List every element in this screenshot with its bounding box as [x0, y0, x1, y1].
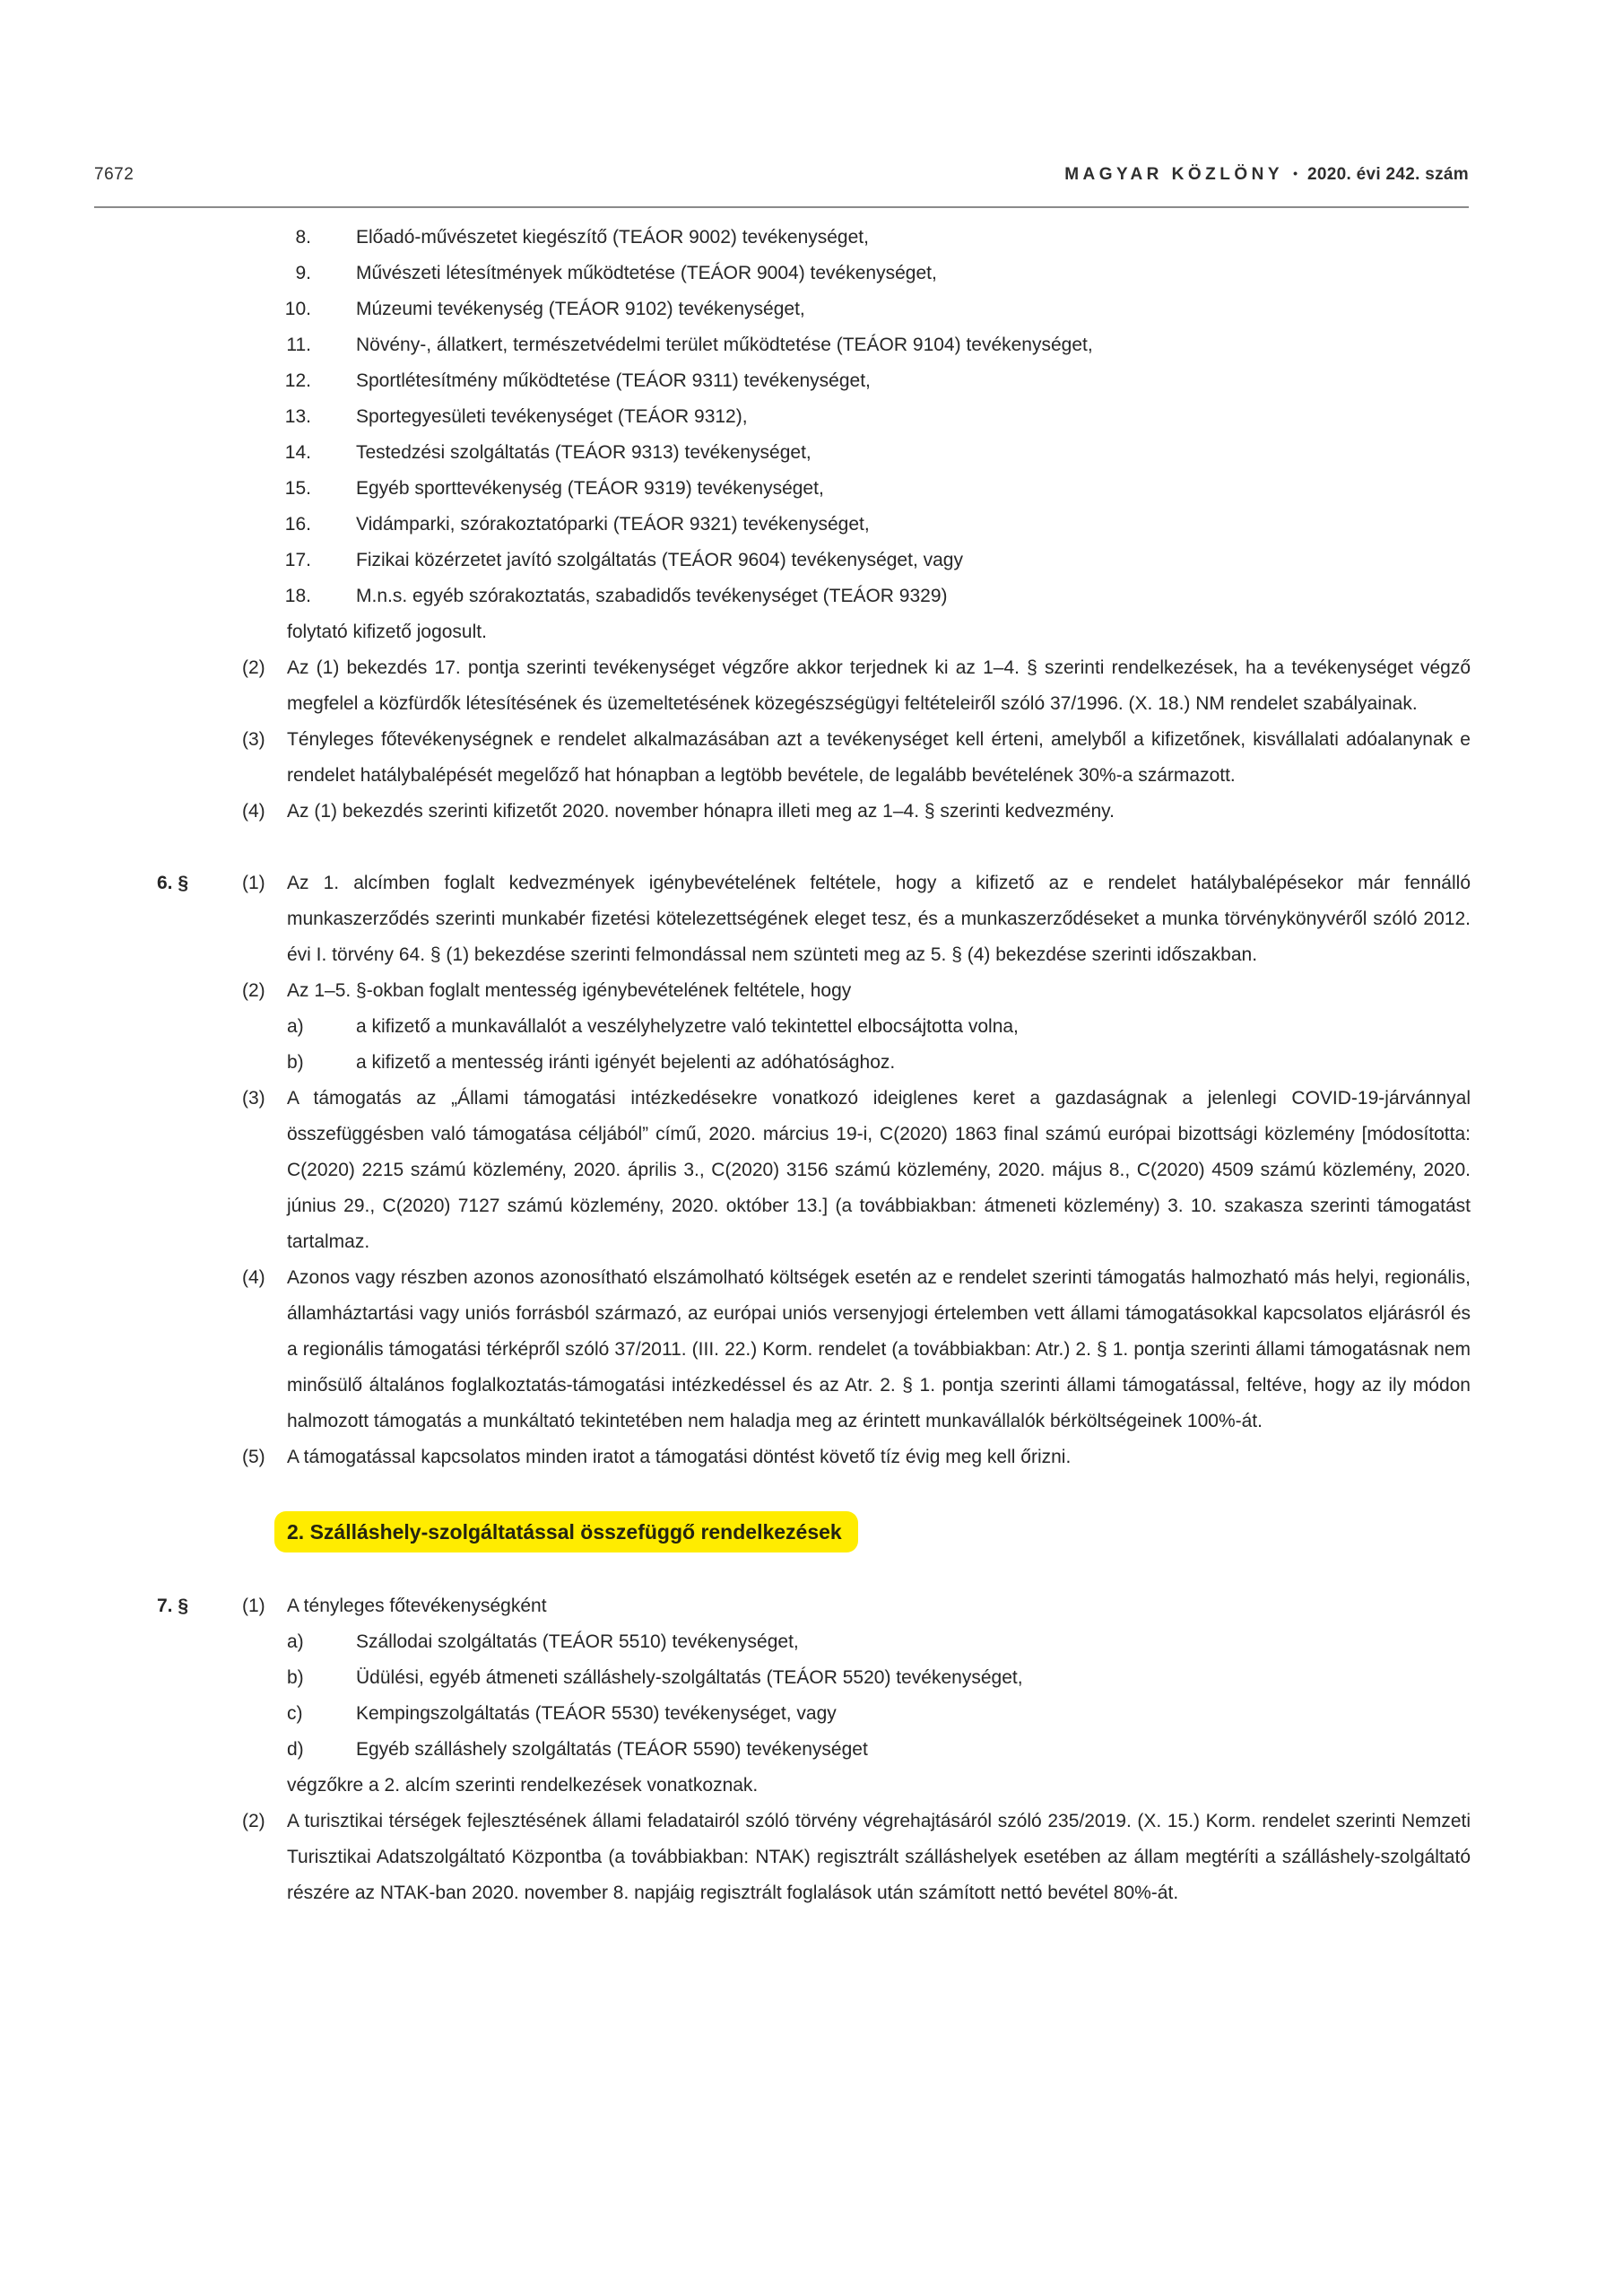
sub-item-text: Szállodai szolgáltatás (TEÁOR 5510) tevékenységet, [356, 1631, 799, 1652]
paragraph-text: Az (1) bekezdés 17. pontja szerinti tevékenységet végzőre akkor terjednek ki az 1–4. § szerinti rendelkezések, ha a tevékenységet végző megfelel a közfürdők létesítésének és üzemeltetésének közegészségügyi feltételeiről szóló 37/1996. (X. 18.) NM rendelet szabályainak. [287, 657, 1471, 714]
paragraph-marker: (4) [242, 1267, 265, 1288]
item-number: 14. [284, 442, 311, 463]
item-text: Előadó-művészetet kiegészítő (TEÁOR 9002) tevékenységet, [356, 227, 869, 248]
sub-item [157, 1732, 1471, 1768]
section-label: 7. § [157, 1596, 189, 1616]
paragraph-marker: (2) [242, 657, 265, 678]
sub-item-letter: a) [287, 1016, 304, 1037]
sub-item-text: Egyéb szálláshely szolgáltatás (TEÁOR 5590) tevékenységet [356, 1739, 868, 1760]
list-item [157, 256, 1471, 291]
page-header [94, 165, 1469, 185]
paragraph-marker: (3) [242, 1088, 265, 1109]
sub-item [157, 1696, 1471, 1732]
list-item [157, 543, 1471, 578]
list-closing: végzőkre a 2. alcím szerinti rendelkezések vonatkoznak. [287, 1775, 759, 1796]
item-number: 17. [284, 550, 311, 570]
section-6-paragraph-2 [157, 973, 1471, 1009]
list-item [157, 363, 1471, 399]
paragraph-marker: (3) [242, 729, 265, 750]
paragraph-text: A tényleges főtevékenységként [287, 1596, 547, 1616]
sub-item [157, 1045, 1471, 1081]
paragraph-text: Azonos vagy részben azonos azonosítható elszámolható költségek esetén az e rendelet szerinti támogatás halmozható más helyi, regionális, államháztartási vagy uniós forrásból származó, az európai uniós versenyjogi értelemben vett állami támogatásokkal kapcsolatos eljárásról és a regionális támogatási térképről szóló 37/2011. (III. 22.) Korm. rendelet (a továbbiakban: Atr.) 2. § 1. pontja szerinti állami támogatásnak nem minősülő általános foglalkoztatás-támogatási intézkedéssel és az Atr. 2. § 1. pontja szerinti állami támogatással, feltéve, hogy az ily módon halmozott támogatás a munkáltató tekintetében nem haladja meg az érintett munkavállalók bérköltségeinek 100%-át. [287, 1267, 1471, 1431]
sub-item [157, 1009, 1471, 1045]
journal-header [1064, 165, 1469, 185]
list-item [157, 507, 1471, 543]
list-item [157, 291, 1471, 327]
item-text: Vidámparki, szórakoztatóparki (TEÁOR 9321) tevékenységet, [356, 514, 870, 535]
section-6-paragraph-5 [157, 1439, 1471, 1475]
item-number: 16. [284, 514, 311, 535]
paragraph-marker: (2) [242, 1811, 265, 1831]
sub-item-letter: c) [287, 1703, 303, 1724]
journal-name: MAGYAR KÖZLÖNY [1064, 165, 1284, 184]
paragraph-marker: (1) [242, 873, 265, 893]
item-text: Egyéb sporttevékenység (TEÁOR 9319) tevékenységet, [356, 478, 824, 499]
item-number: 10. [284, 299, 311, 319]
sub-item-text: Üdülési, egyéb átmeneti szálláshely-szolgáltatás (TEÁOR 5520) tevékenységet, [356, 1667, 1023, 1688]
section-7-paragraph-1 [157, 1588, 1471, 1624]
issue-number: 2020. évi 242. szám [1306, 165, 1469, 184]
header-rule [94, 206, 1469, 208]
section-label: 6. § [157, 873, 189, 893]
item-text: M.n.s. egyéb szórakoztatás, szabadidős tevékenységet (TEÁOR 9329) [356, 586, 948, 606]
sub-item [157, 1660, 1471, 1696]
sub-item-letter: a) [287, 1631, 304, 1652]
sub-item [157, 1624, 1471, 1660]
sub-item-letter: b) [287, 1052, 304, 1073]
paragraph-marker: (2) [242, 980, 265, 1001]
item-text: Növény-, állatkert, természetvédelmi terület működtetése (TEÁOR 9104) tevékenységet, [356, 335, 1093, 355]
list-item [157, 435, 1471, 471]
item-text: Sportlétesítmény működtetése (TEÁOR 9311) tevékenységet, [356, 370, 871, 391]
subtitle-row [157, 1511, 1471, 1552]
spacer [157, 1475, 1471, 1511]
page-number: 7672 [94, 165, 135, 184]
sub-item-letter: b) [287, 1667, 304, 1688]
document-body [157, 220, 1471, 1911]
highlighted-subtitle: 2. Szálláshely-szolgáltatással összefüggő rendelkezések [274, 1511, 858, 1552]
sub-item-text: Kempingszolgáltatás (TEÁOR 5530) tevékenységet, vagy [356, 1703, 837, 1724]
item-number: 13. [284, 406, 311, 427]
list-item [157, 578, 1471, 614]
spacer [157, 830, 1471, 865]
item-text: Sportegyesületi tevékenységet (TEÁOR 9312), [356, 406, 748, 427]
paragraph-marker: (4) [242, 801, 265, 822]
list-item [157, 399, 1471, 435]
section-7-paragraph-2 [157, 1804, 1471, 1911]
section-6-paragraph-4 [157, 1260, 1471, 1439]
list-item [157, 220, 1471, 256]
paragraph-marker: (1) [242, 1596, 265, 1616]
sub-item-text: a kifizető a munkavállalót a veszélyhelyzetre való tekintettel elbocsájtotta volna, [356, 1016, 1019, 1037]
list-closing: folytató kifizető jogosult. [287, 622, 487, 642]
paragraph [157, 722, 1471, 794]
item-text: Múzeumi tevékenység (TEÁOR 9102) tevékenységet, [356, 299, 805, 319]
item-text: Művészeti létesítmények működtetése (TEÁOR 9004) tevékenységet, [356, 263, 937, 283]
paragraph-text: A támogatással kapcsolatos minden iratot a támogatási döntést követő tíz évig meg kell őrizni. [287, 1447, 1072, 1467]
paragraph [157, 794, 1471, 830]
item-number: 9. [295, 263, 311, 283]
sub-item-text: a kifizető a mentesség iránti igényét bejelenti az adóhatósághoz. [356, 1052, 896, 1073]
item-number: 15. [284, 478, 311, 499]
list-item [157, 327, 1471, 363]
sub-item-letter: d) [287, 1739, 304, 1760]
section-6-paragraph-1 [157, 865, 1471, 973]
item-number: 18. [284, 586, 311, 606]
paragraph-text: A támogatás az „Állami támogatási intézkedésekre vonatkozó ideiglenes keret a gazdaságnak a jelenlegi COVID-19-járvánnyal összefüggésben való támogatása céljából” című, 2020. március 19-i, C(2020) 1863 final számú európai bizottsági közlemény [módosította: C(2020) 2215 számú közlemény, 2020. április 3., C(2020) 3156 számú közlemény, 2020. május 8., C(2020) 4509 számú közlemény, 2020. június 29., C(2020) 7127 számú közlemény, 2020. október 13.] (a továbbiakban: átmeneti közlemény) 3. 10. szakasza szerinti támogatást tartalmaz. [287, 1088, 1471, 1252]
item-number: 12. [284, 370, 311, 391]
item-number: 8. [295, 227, 311, 248]
paragraph-text: A turisztikai térségek fejlesztésének állami feladatairól szóló törvény végrehajtásáról szóló 235/2019. (X. 15.) Korm. rendelet szerinti Nemzeti Turisztikai Adatszolgáltató Központba (a továbbiakban: NTAK) regisztrált szálláshelyek esetében az állam megtéríti a szálláshely-szolgáltató részére az NTAK-ban 2020. november 8. napjáig regisztrált foglalások után számított nettó bevétel 80%-át. [287, 1811, 1471, 1903]
paragraph-text: Az 1–5. §-okban foglalt mentesség igénybevételének feltétele, hogy [287, 980, 852, 1001]
item-text: Testedzési szolgáltatás (TEÁOR 9313) tevékenységet, [356, 442, 812, 463]
paragraph [157, 650, 1471, 722]
section-6-paragraph-3 [157, 1081, 1471, 1260]
spacer [157, 1552, 1471, 1588]
paragraph-marker: (5) [242, 1447, 265, 1467]
bullet-separator: • [1293, 166, 1298, 180]
item-text: Fizikai közérzetet javító szolgáltatás (TEÁOR 9604) tevékenységet, vagy [356, 550, 963, 570]
item-number: 11. [286, 335, 311, 355]
paragraph-text: Tényleges főtevékenységnek e rendelet alkalmazásában azt a tevékenységet kell érteni, amelyből a kifizetőnek, kisvállalati adóalanynak e rendelet hatálybalépését megelőző hat hónapban a legtöbb bevétele, de legalább bevételének 30%-a származott. [287, 729, 1471, 786]
paragraph-text: Az 1. alcímben foglalt kedvezmények igénybevételének feltétele, hogy a kifizető az e rendelet hatálybalépésekor már fennálló munkaszerződés szerinti munkabér fizetési kötelezettségének eleget tesz, és a munkaszerződéseket a munka törvénykönyvéről szóló 2012. évi I. törvény 64. § (1) bekezdése szerinti felmondással nem szünteti meg az 5. § (4) bekezdése szerinti időszakban. [287, 873, 1471, 965]
list-item [157, 471, 1471, 507]
paragraph-text: Az (1) bekezdés szerinti kifizetőt 2020. november hónapra illeti meg az 1–4. § szerinti kedvezmény. [287, 801, 1115, 822]
